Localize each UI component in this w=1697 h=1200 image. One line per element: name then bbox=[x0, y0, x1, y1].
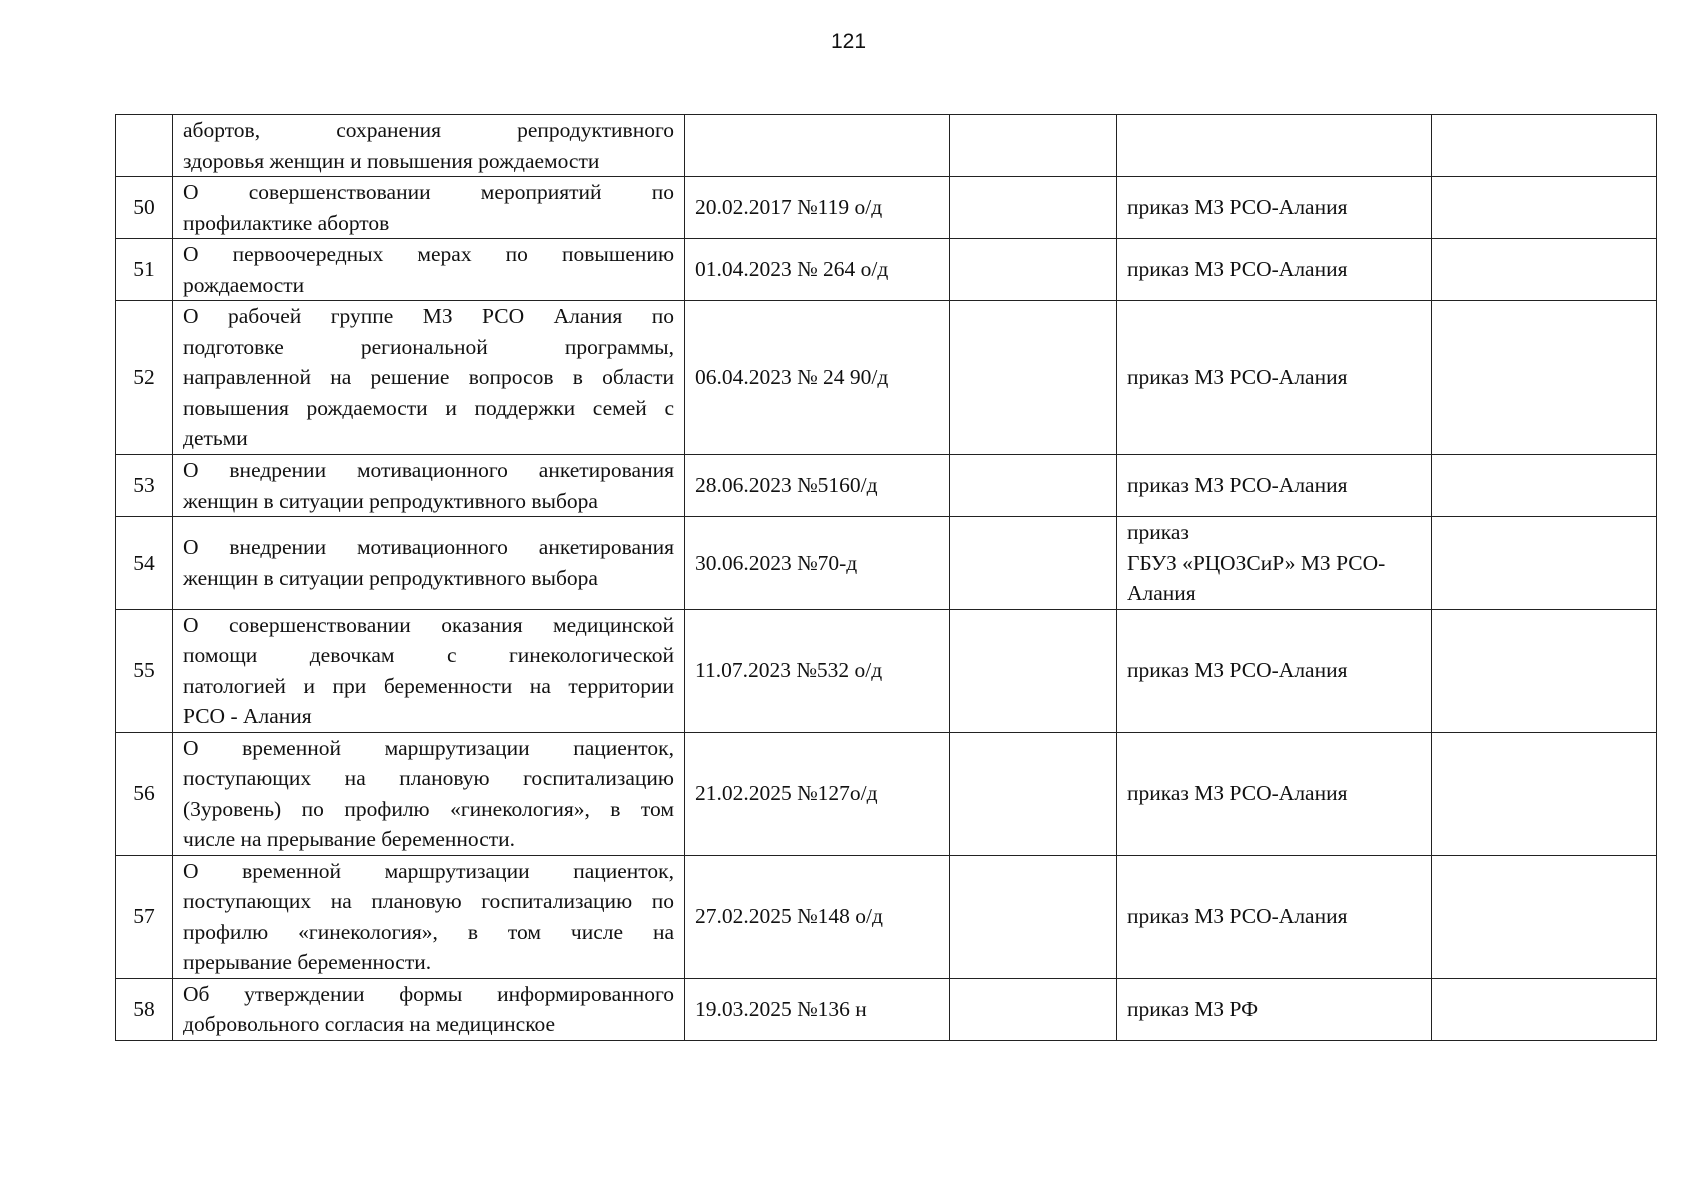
document-title-line: помощи девочкам с гинекологической bbox=[183, 643, 674, 667]
document-title-line: женщин в ситуации репродуктивного выбора bbox=[183, 565, 598, 590]
document-date-number: 27.02.2025 №148 о/д bbox=[685, 855, 950, 978]
document-title-line: направленной на решение вопросов в области bbox=[183, 365, 674, 390]
document-type bbox=[1117, 609, 1432, 732]
page-number: 121 bbox=[830, 30, 867, 53]
document-title-line: О совершенствовании оказания медицинской bbox=[183, 612, 674, 637]
document-title-line: О внедрении мотивационного анкетирования bbox=[183, 458, 674, 482]
row-number: 54 bbox=[116, 517, 173, 610]
row-number: 58 bbox=[116, 978, 173, 1040]
document-title-line: О первоочередных мерах по повышению bbox=[183, 242, 674, 266]
document-type bbox=[1117, 115, 1432, 177]
document-type-line: ГБУЗ «РЦОЗСиР» МЗ РСО- bbox=[1127, 550, 1386, 575]
document-title-line: О внедрении мотивационного анкетирования bbox=[183, 535, 674, 560]
document-date-number: 28.06.2023 №5160/д bbox=[685, 455, 950, 517]
document-title-line: детьми bbox=[183, 426, 248, 451]
document-title-line: поступающих на плановую госпитализацию по bbox=[183, 889, 674, 913]
empty-cell bbox=[950, 978, 1117, 1040]
document-type bbox=[1117, 517, 1432, 610]
document-title-line: О совершенствовании мероприятий по bbox=[183, 180, 674, 204]
table-row bbox=[116, 239, 1657, 301]
document-type-line: Алания bbox=[1127, 581, 1196, 605]
document-type bbox=[1117, 732, 1432, 855]
empty-cell bbox=[1432, 301, 1657, 455]
row-number: 57 bbox=[116, 855, 173, 978]
document-type-line: приказ МЗ РСО-Алания bbox=[1127, 658, 1348, 683]
empty-cell bbox=[950, 115, 1117, 177]
empty-cell bbox=[950, 177, 1117, 239]
table-row bbox=[116, 609, 1657, 732]
document-title bbox=[173, 732, 685, 855]
document-title bbox=[173, 239, 685, 301]
row-number: 52 bbox=[116, 301, 173, 455]
document-title bbox=[173, 609, 685, 732]
document-title-line: числе на прерывание беременности. bbox=[183, 827, 516, 851]
document-title bbox=[173, 177, 685, 239]
empty-cell bbox=[1432, 855, 1657, 978]
document-title-line: О временной маршрутизации пациенток, bbox=[183, 735, 674, 760]
document-type-line: приказ МЗ РСО-Алания bbox=[1127, 365, 1348, 390]
document-type bbox=[1117, 239, 1432, 301]
empty-cell bbox=[1432, 732, 1657, 855]
row-number: 55 bbox=[116, 609, 173, 732]
empty-cell bbox=[950, 301, 1117, 455]
empty-cell bbox=[950, 732, 1117, 855]
document-title-line: абортов, сохранения репродуктивного bbox=[183, 118, 674, 142]
document-date-number: 21.02.2025 №127о/д bbox=[685, 732, 950, 855]
document-title-line: патологией и при беременности на территории bbox=[183, 673, 674, 698]
document-date-number: 11.07.2023 №532 о/д bbox=[685, 609, 950, 732]
empty-cell bbox=[950, 609, 1117, 732]
document-title-line: рождаемости bbox=[183, 272, 305, 297]
row-number: 56 bbox=[116, 732, 173, 855]
document-title-line: О рабочей группе МЗ РСО Алания по bbox=[183, 304, 674, 329]
document-date-number: 19.03.2025 №136 н bbox=[685, 978, 950, 1040]
table-row bbox=[116, 517, 1657, 610]
document-type-line: приказ МЗ РСО-Алания bbox=[1127, 473, 1348, 498]
document-title-line: поступающих на плановую госпитализацию bbox=[183, 766, 674, 790]
document-date-number: 30.06.2023 №70-д bbox=[685, 517, 950, 610]
table-row bbox=[116, 301, 1657, 455]
empty-cell bbox=[1432, 115, 1657, 177]
row-number: 53 bbox=[116, 455, 173, 517]
document-type bbox=[1117, 301, 1432, 455]
row-number bbox=[116, 115, 173, 177]
document-type-line: приказ МЗ РСО-Алания bbox=[1127, 781, 1348, 806]
document-title-line: прерывание беременности. bbox=[183, 950, 432, 974]
document-date-number: 06.04.2023 № 24 90/д bbox=[685, 301, 950, 455]
empty-cell bbox=[1432, 239, 1657, 301]
document-title-line: (3уровень) по профилю «гинекология», в том bbox=[183, 796, 674, 821]
empty-cell bbox=[950, 855, 1117, 978]
document-title-line: здоровья женщин и повышения рождаемости bbox=[183, 148, 600, 173]
empty-cell bbox=[950, 517, 1117, 610]
document-date-number: 20.02.2017 №119 о/д bbox=[685, 177, 950, 239]
document-type-line: приказ МЗ РСО-Алания bbox=[1127, 904, 1348, 929]
document-title-line: женщин в ситуации репродуктивного выбора bbox=[183, 488, 598, 513]
document-title bbox=[173, 455, 685, 517]
table-row bbox=[116, 455, 1657, 517]
empty-cell bbox=[950, 239, 1117, 301]
document-title-line: О временной маршрутизации пациенток, bbox=[183, 858, 674, 883]
table-row bbox=[116, 978, 1657, 1040]
document-type-line: приказ МЗ РСО-Алания bbox=[1127, 257, 1348, 282]
document-type bbox=[1117, 855, 1432, 978]
document-type bbox=[1117, 978, 1432, 1040]
document-date-number bbox=[685, 115, 950, 177]
document-title-line: профилактике абортов bbox=[183, 210, 390, 235]
document-title bbox=[173, 855, 685, 978]
document-title bbox=[173, 978, 685, 1040]
table-row bbox=[116, 115, 1657, 177]
document-title-line: добровольного согласия на медицинское bbox=[183, 1012, 556, 1036]
documents-table-body bbox=[116, 115, 1657, 1041]
table-row bbox=[116, 855, 1657, 978]
table-row bbox=[116, 177, 1657, 239]
document-title bbox=[173, 115, 685, 177]
empty-cell bbox=[950, 455, 1117, 517]
document-type-line: приказ bbox=[1127, 520, 1189, 544]
document-type bbox=[1117, 177, 1432, 239]
document-type bbox=[1117, 455, 1432, 517]
documents-table bbox=[115, 114, 1657, 1041]
empty-cell bbox=[1432, 517, 1657, 610]
document-type-line: приказ МЗ РСО-Алания bbox=[1127, 195, 1348, 220]
document-title-line: РСО - Алания bbox=[183, 704, 312, 728]
document-title-line: профилю «гинекология», в том числе на bbox=[183, 919, 674, 944]
document-type-line: приказ МЗ РФ bbox=[1127, 996, 1259, 1021]
document-title bbox=[173, 301, 685, 455]
empty-cell bbox=[1432, 177, 1657, 239]
empty-cell bbox=[1432, 609, 1657, 732]
document-title-line: повышения рождаемости и поддержки семей с bbox=[183, 395, 674, 420]
row-number: 51 bbox=[116, 239, 173, 301]
document-title-line: Об утверждении формы информированного bbox=[183, 981, 674, 1006]
table-row bbox=[116, 732, 1657, 855]
empty-cell bbox=[1432, 978, 1657, 1040]
document-date-number: 01.04.2023 № 264 о/д bbox=[685, 239, 950, 301]
document-title-line: подготовке региональной программы, bbox=[183, 334, 674, 359]
document-title bbox=[173, 517, 685, 610]
empty-cell bbox=[1432, 455, 1657, 517]
row-number: 50 bbox=[116, 177, 173, 239]
